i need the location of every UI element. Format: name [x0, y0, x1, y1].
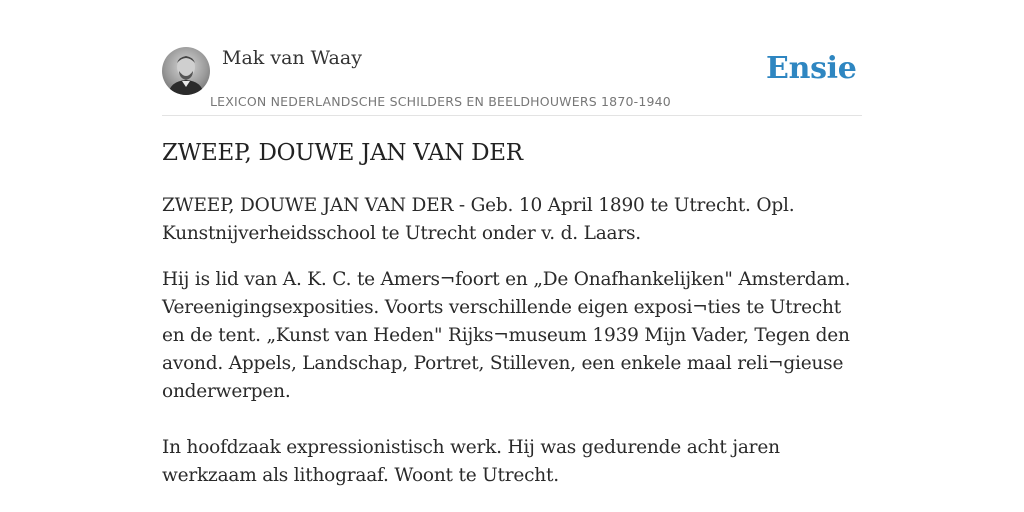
author-name[interactable]: Mak van Waay: [222, 47, 362, 69]
source-title[interactable]: LEXICON NEDERLANDSCHE SCHILDERS EN BEELDHOUWERS 1870-1940: [210, 94, 671, 109]
article-body: [162, 192, 862, 508]
header-divider: [162, 115, 862, 116]
ensie-logo[interactable]: Ensie: [766, 51, 857, 86]
article-paragraph: ZWEEP, DOUWE JAN VAN DER - Geb. 10 April 1890 te Utrecht. Opl. Kunstnijverheidsschool te Utrecht onder v. d. Laars.: [162, 195, 795, 244]
article-title: ZWEEP, DOUWE JAN VAN DER: [162, 140, 523, 166]
author-avatar[interactable]: [162, 47, 210, 95]
portrait-icon: [162, 47, 210, 95]
article-paragraph: Hij is lid van A. K. C. te Amers¬foort en „De Onafhankelijken" Amsterdam. Vereenigingsexposities. Voorts verschillende eigen exposi¬ties te Utrecht en de tent. „Kunst van Heden" Rijks¬museum 1939 Mijn Vader, Tegen den avond. Appels, Landschap, Portret, Stilleven, een enkele maal reli¬gieuse onderwerpen.: [162, 269, 851, 402]
article-paragraph: In hoofdzaak expressionistisch werk. Hij was gedurende acht jaren werkzaam als lithograaf. Woont te Utrecht.: [162, 437, 780, 486]
